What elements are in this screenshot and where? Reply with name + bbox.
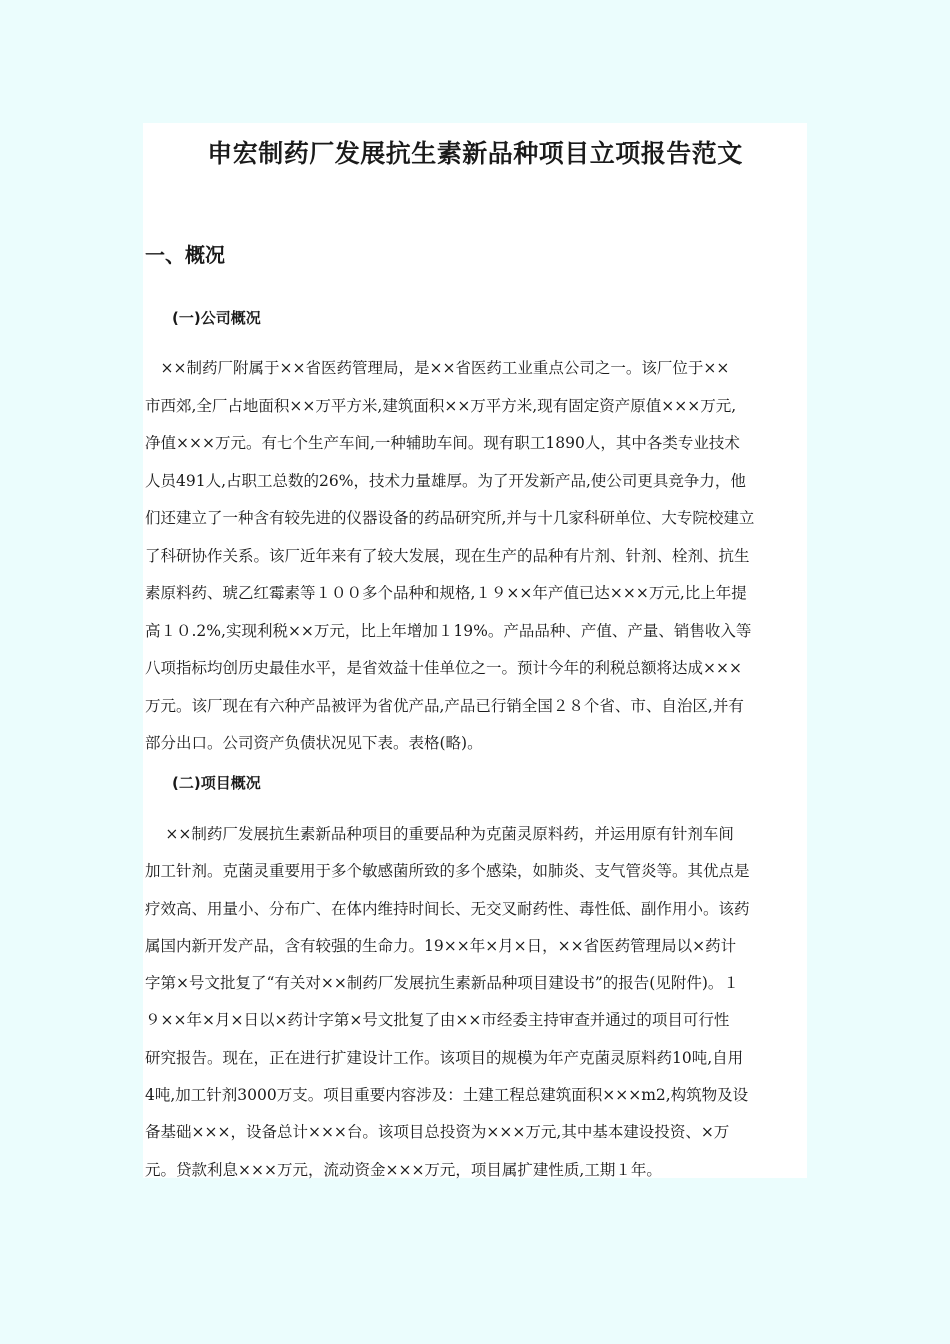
paragraph-line: 净值×××万元。有七个生产车间,一种辅助车间。现有职工1890人，其中各类专业技术 <box>145 434 740 452</box>
paragraph-line: 加工针剂。克菌灵重要用于多个敏感菌所致的多个感染，如肺炎、支气管炎等。其优点是 <box>145 862 750 881</box>
paragraph-line: 万元。该厂现在有六种产品被评为省优产品,产品已行销全国２８个省、市、自治区,并有 <box>145 696 744 715</box>
paragraph-line: 备基础×××，设备总计×××台。该项目总投资为×××万元,其中基本建设投资、×万 <box>145 1123 730 1142</box>
paragraph-line: 属国内新开发产品，含有较强的生命力。19××年×月×日，××省医药管理局以×药计 <box>145 936 737 955</box>
subsection-heading-project: (二)项目概况 <box>172 774 261 792</box>
paragraph-line: 部分出口。公司资产负债状况见下表。表格(略)。 <box>145 734 483 752</box>
paragraph-line: 4吨,加工针剂3000万支。项目重要内容涉及：土建工程总建筑面积×××m2,构筑物及设 <box>145 1086 749 1105</box>
paragraph-line: 疗效高、用量小、分布广、在体内维持时间长、无交叉耐药性、毒性低、副作用小。该药 <box>145 899 750 918</box>
paragraph-line: 人员491人,占职工总数的26%，技术力量雄厚。为了开发新产品,使公司更具竞争力，他 <box>145 471 746 490</box>
paragraph-line: ××制药厂附属于××省医药管理局，是××省医药工业重点公司之一。该厂位于×× <box>145 359 730 377</box>
document-page <box>143 123 807 1178</box>
section-heading-overview: 一、概况 <box>145 243 225 267</box>
paragraph-line: 八项指标均创历史最佳水平，是省效益十佳单位之一。预计今年的利税总额将达成××× <box>145 659 742 677</box>
paragraph-line: 研究报告。现在，正在进行扩建设计工作。该项目的规模为年产克菌灵原料药10吨,自用 <box>145 1048 744 1067</box>
paragraph-line: 市西郊,全厂占地面积××万平方米,建筑面积××万平方米,现有固定资产原值×××万元, <box>145 396 737 415</box>
paragraph-line: 字第×号文批复了“有关对××制药厂发展抗生素新品种项目建设书”的报告(见附件)。１ <box>145 974 739 993</box>
project-overview-paragraph <box>145 816 809 1189</box>
paragraph-line: 高１０.2%,实现利税××万元，比上年增加１19%。产品品种、产值、产量、销售收入等 <box>145 621 752 640</box>
document-title: 申宏制药厂发展抗生素新品种项目立项报告范文 <box>207 139 743 168</box>
paragraph-line: 们还建立了一种含有较先进的仪器设备的药品研究所,并与十几家科研单位、大专院校建立 <box>145 509 755 527</box>
company-overview-paragraph <box>145 350 809 763</box>
paragraph-line: 了科研协作关系。该厂近年来有了较大发展，现在生产的品种有片剂、针剂、栓剂、抗生 <box>145 546 750 565</box>
paragraph-line: 元。贷款利息×××万元，流动资金×××万元，项目属扩建性质,工期１年。 <box>145 1160 662 1179</box>
subsection-heading-company: (一)公司概况 <box>172 309 261 327</box>
paragraph-line: ××制药厂发展抗生素新品种项目的重要品种为克菌灵原料药，并运用原有针剂车间 <box>145 825 734 843</box>
paragraph-line: ９××年×月×日以×药计字第×号文批复了由××市经委主持审查并通过的项目可行性 <box>145 1011 730 1030</box>
paragraph-line: 素原料药、琥乙红霉素等１００多个品种和规格,１９××年产值已达×××万元,比上年提 <box>145 584 747 602</box>
